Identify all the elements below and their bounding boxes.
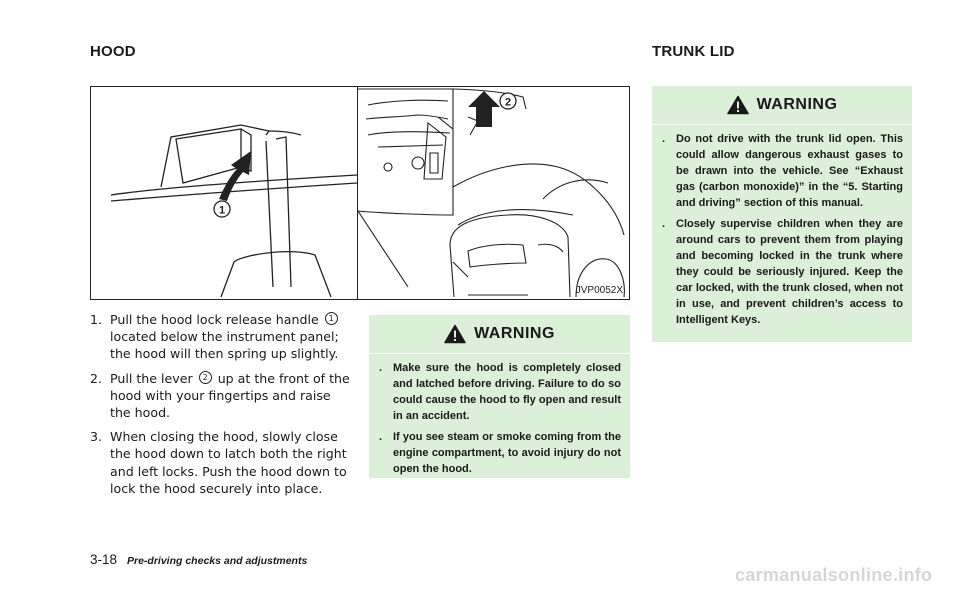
hood-step-1 <box>90 311 352 363</box>
watermark: carmanualsonline.info <box>735 565 933 585</box>
hood-release-figure <box>90 86 630 300</box>
step-text: Pull the hood lock release handle <box>110 312 319 327</box>
hood-step-2 <box>90 370 352 422</box>
step-text: up at the front of the hood with your fingertips and raise the hood. <box>110 370 350 421</box>
warning-header <box>369 315 630 353</box>
up-arrow-icon <box>468 91 500 127</box>
warning-item-text: If you see steam or smoke coming from the engine compartment, to avoid injury do not open the hood. <box>393 431 621 475</box>
figure-code: JVP0052X <box>575 285 623 296</box>
step-number: 2. <box>90 370 103 386</box>
warning-item-text: Do not drive with the trunk lid open. This could allow dangerous exhaust gases to be drawn into the vehicle. See “Exhaust gas (carbon monoxide)” in the “5. Starting and driving” section of this manual. <box>676 133 903 209</box>
trunk-lid-heading: TRUNK LID <box>652 43 735 60</box>
hood-heading: HOOD <box>90 43 136 60</box>
warning-triangle-icon <box>727 95 749 115</box>
bullet: . <box>662 133 666 145</box>
callout-1-label: 1 <box>218 204 226 217</box>
warning-item-text: Closely supervise children when they are around cars to prevent them from playing and becoming locked in the trunk where they could be seriously injured. Keep the car locked, with the trunk closed, when not in use, and prevent children’s access to Intelligent Keys. <box>676 218 903 326</box>
warning-item <box>379 429 621 477</box>
hood-release-handle-illustration <box>91 87 357 299</box>
warning-divider <box>652 124 912 125</box>
callout-2-icon <box>500 93 516 109</box>
section-title: Pre-driving checks and adjustments <box>127 555 308 567</box>
warning-item <box>379 360 621 424</box>
hood-steps <box>90 311 352 504</box>
warning-divider <box>369 353 630 354</box>
step-text: When closing the hood, slowly close the hood down to latch both the right and left locks. Push the hood down to lock the hood securely into place. <box>110 429 347 496</box>
warning-list <box>379 360 621 482</box>
hood-step-3 <box>90 428 352 497</box>
step-text: Pull the lever <box>110 370 193 386</box>
warning-header <box>652 86 912 124</box>
trunk-warning-box <box>652 86 912 342</box>
callout-2-icon: 2 <box>199 371 212 384</box>
up-arrow-icon <box>219 151 251 201</box>
callout-1-icon <box>214 201 230 217</box>
page-number: 3-18 <box>90 552 118 567</box>
callout-2-label: 2 <box>504 96 512 109</box>
step-text: located below the instrument panel; the hood will then spring up slightly. <box>110 329 339 362</box>
bullet: . <box>379 362 383 374</box>
hood-warning-box <box>369 315 630 478</box>
step-number: 3. <box>90 429 103 445</box>
warning-title: WARNING <box>474 325 555 342</box>
step-number: 1. <box>90 312 103 327</box>
warning-item-text: Make sure the hood is completely closed and latched before driving. Failure to do so could cause the hood to fly open and result in an accident. <box>393 362 621 422</box>
warning-list <box>662 131 903 333</box>
bullet: . <box>662 218 666 230</box>
warning-item <box>662 216 903 328</box>
bullet: . <box>379 431 383 443</box>
warning-title: WARNING <box>756 96 838 113</box>
warning-triangle-icon <box>444 324 466 344</box>
warning-item <box>662 131 903 211</box>
hood-lever-and-car-illustration <box>358 87 629 299</box>
callout-1-icon: 1 <box>325 312 338 325</box>
